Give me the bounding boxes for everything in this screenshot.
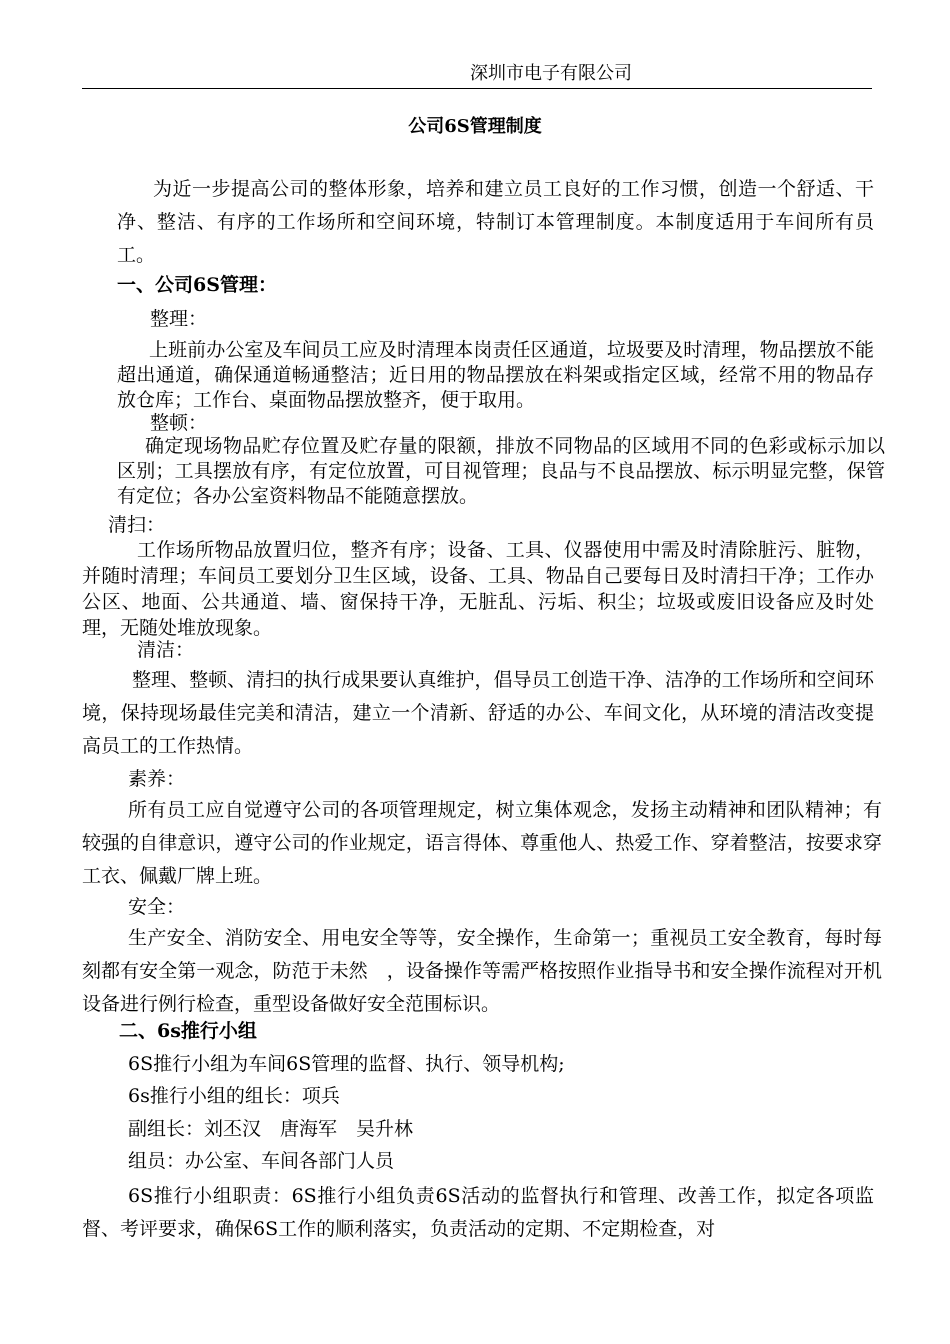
seiso-label: 清扫： <box>108 514 166 536</box>
group-deputy-leaders: 副组长：刘丕汉 唐海军 吴升林 <box>128 1118 414 1140</box>
seiso-text: 工作场所物品放置归位，整齐有序；设备、工具、仪器使用中需及时清除脏污、脏物，并随时清理；车间员工要划分卫生区域，设备、工具、物品自己要每日及时清扫干净；工作办公区、地面、公共通道、墙、窗保持干净，无脏乱、污垢、积尘；垃圾或废旧设备应及时处理，无随处堆放现象。 <box>82 539 874 639</box>
seiketsu-label: 清洁： <box>137 639 195 661</box>
seiton-label: 整顿： <box>150 412 208 434</box>
section-1-heading: 一、公司6S管理： <box>117 274 277 296</box>
section-2-heading: 二、6s推行小组 <box>119 1020 257 1042</box>
header-company-name: 深圳市电子有限公司 <box>470 63 632 84</box>
safety-text: 生产安全、消防安全、用电安全等等，安全操作，生命第一；重视员工安全教育，每时每刻都有安全第一观念，防范于未然 ，设备操作等需严格按照作业指导书和安全操作流程对开机设备进行例行检查，重型设备做好安全范围标识。 <box>82 927 882 1015</box>
shitsuke-label: 素养： <box>128 768 186 790</box>
group-members: 组员：办公室、车间各部门人员 <box>128 1150 395 1172</box>
group-leader: 6s推行小组的组长：项兵 <box>128 1085 340 1107</box>
intro-paragraph: 为近一步提高公司的整体形象，培养和建立员工良好的工作习惯，创造一个舒适、干净、整洁、有序的工作场所和空间环境，特制订本管理制度。本制度适用于车间所有员工。 <box>117 178 874 266</box>
header-divider <box>82 88 872 89</box>
document-title: 公司6S管理制度 <box>408 116 542 137</box>
seiri-label: 整理： <box>150 308 208 330</box>
seiketsu-text: 整理、整顿、清扫的执行成果要认真维护，倡导员工创造干净、洁净的工作场所和空间环境，保持现场最佳完美和清洁，建立一个清新、舒适的办公、车间文化，从环境的清洁改变提高员工的工作热情。 <box>82 669 874 757</box>
seiri-text: 上班前办公室及车间员工应及时清理本岗责任区通道，垃圾要及时清理，物品摆放不能超出通道，确保通道畅通整洁；近日用的物品摆放在料架或指定区域，经常不用的物品存放仓库；工作台、桌面物品摆放整齐，便于取用。 <box>117 339 874 411</box>
group-description: 6S推行小组为车间6S管理的监督、执行、领导机构; <box>128 1053 565 1075</box>
shitsuke-text: 所有员工应自觉遵守公司的各项管理规定，树立集体观念，发扬主动精神和团队精神；有较强的自律意识，遵守公司的作业规定，语言得体、尊重他人、热爱工作、穿着整洁，按要求穿工衣、佩戴厂牌上班。 <box>82 799 882 887</box>
safety-label: 安全： <box>128 896 186 918</box>
seiton-text: 确定现场物品贮存位置及贮存量的限额，排放不同物品的区域用不同的色彩或标示加以区别；工具摆放有序，有定位放置，可目视管理；良品与不良品摆放、标示明显完整，保管有定位；各办公室资料物品不能随意摆放。 <box>117 435 885 507</box>
group-duties: 6S推行小组职责：6S推行小组负责6S活动的监督执行和管理、改善工作，拟定各项监督、考评要求，确保6S工作的顺利落实，负责活动的定期、不定期检查，对 <box>82 1185 874 1240</box>
